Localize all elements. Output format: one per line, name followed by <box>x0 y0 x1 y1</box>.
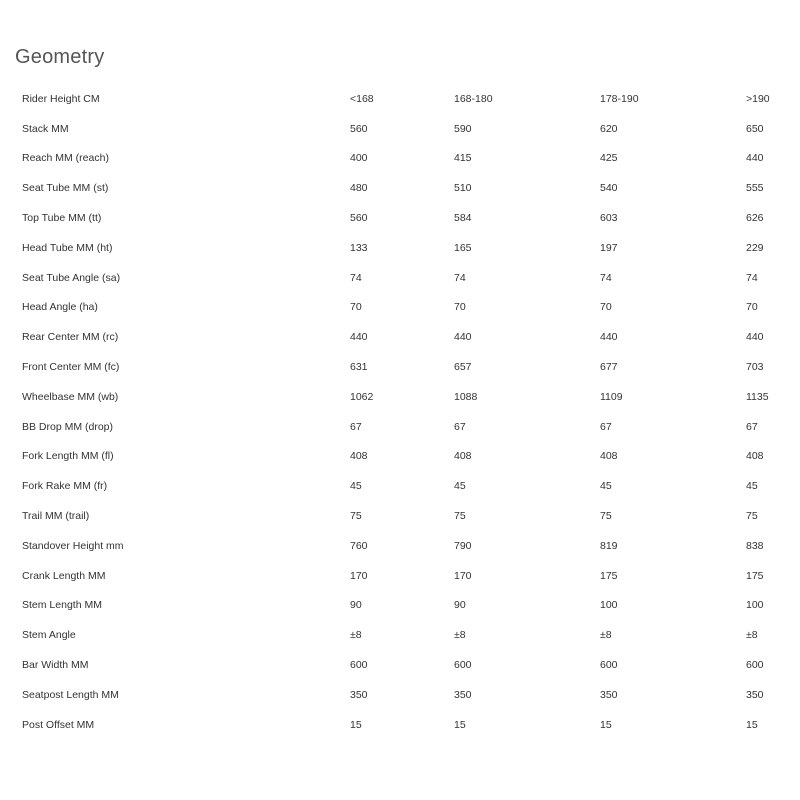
table-row <box>14 561 794 591</box>
table-cell: 74 <box>746 271 758 284</box>
table-cell: 408 <box>454 450 472 463</box>
table-cell: ±8 <box>746 629 758 642</box>
table-cell: 350 <box>454 688 472 701</box>
table-cell: 229 <box>746 241 764 254</box>
table-cell: 100 <box>746 599 764 612</box>
table-cell: 600 <box>350 659 368 672</box>
table-cell: 45 <box>746 480 758 493</box>
table-cell: 590 <box>454 122 472 135</box>
table-cell: 168-180 <box>454 92 493 105</box>
table-cell: 415 <box>454 152 472 165</box>
table-cell: 15 <box>454 718 466 731</box>
table-cell: 67 <box>454 420 466 433</box>
table-cell: 555 <box>746 182 764 195</box>
page-title: Geometry <box>15 46 105 68</box>
table-cell: 677 <box>600 361 618 374</box>
table-cell: 67 <box>600 420 612 433</box>
table-cell: 45 <box>350 480 362 493</box>
table-cell: 45 <box>454 480 466 493</box>
table-cell: 400 <box>350 152 368 165</box>
table-row <box>14 293 794 323</box>
row-label: Stem Length MM <box>22 599 102 612</box>
table-cell: 603 <box>600 212 618 225</box>
table-cell: 67 <box>350 420 362 433</box>
table-cell: 480 <box>350 182 368 195</box>
table-cell: 425 <box>600 152 618 165</box>
table-cell: 350 <box>600 688 618 701</box>
table-cell: 74 <box>600 271 612 284</box>
table-cell: 70 <box>746 301 758 314</box>
table-cell: 600 <box>746 659 764 672</box>
table-cell: 15 <box>350 718 362 731</box>
table-cell: 1135 <box>746 390 769 403</box>
table-cell: 600 <box>454 659 472 672</box>
table-row <box>14 84 794 114</box>
table-row <box>14 531 794 561</box>
table-cell: 620 <box>600 122 618 135</box>
row-label: Post Offset MM <box>22 718 95 731</box>
table-cell: 70 <box>454 301 466 314</box>
table-cell: 440 <box>350 331 368 344</box>
table-cell: ±8 <box>350 629 362 642</box>
row-label: Trail MM (trail) <box>22 510 90 523</box>
row-label: Rear Center MM (rc) <box>22 331 119 344</box>
table-cell: 540 <box>600 182 618 195</box>
table-row <box>14 620 794 650</box>
table-row <box>14 680 794 710</box>
table-row <box>14 322 794 352</box>
table-row <box>14 144 794 174</box>
geometry-table-body <box>14 84 794 740</box>
table-cell: 70 <box>600 301 612 314</box>
table-cell: 408 <box>746 450 764 463</box>
row-label: Head Tube MM (ht) <box>22 241 113 254</box>
table-cell: 75 <box>454 510 466 523</box>
row-label: Stack MM <box>22 122 69 135</box>
table-cell: >190 <box>746 92 770 105</box>
table-cell: 75 <box>600 510 612 523</box>
table-cell: 90 <box>350 599 362 612</box>
table-cell: 626 <box>746 212 764 225</box>
table-row <box>14 710 794 740</box>
table-cell: 790 <box>454 539 472 552</box>
table-cell: 133 <box>350 241 368 254</box>
table-row <box>14 203 794 233</box>
row-label: Seatpost Length MM <box>22 688 119 701</box>
table-cell: 70 <box>350 301 362 314</box>
table-cell: 170 <box>350 569 368 582</box>
table-row <box>14 233 794 263</box>
table-cell: 703 <box>746 361 764 374</box>
table-cell: 74 <box>454 271 466 284</box>
table-cell: 600 <box>600 659 618 672</box>
table-cell: 560 <box>350 122 368 135</box>
table-cell: 408 <box>600 450 618 463</box>
table-cell: ±8 <box>454 629 466 642</box>
table-cell: 440 <box>746 331 764 344</box>
row-label: Seat Tube Angle (sa) <box>22 271 121 284</box>
table-cell: 350 <box>350 688 368 701</box>
row-label: Stem Angle <box>22 629 76 642</box>
row-label: Crank Length MM <box>22 569 106 582</box>
table-cell: ±8 <box>600 629 612 642</box>
table-cell: 838 <box>746 539 764 552</box>
row-label: Fork Length MM (fl) <box>22 450 114 463</box>
row-label: Rider Height CM <box>22 92 100 105</box>
geometry-table <box>14 84 794 740</box>
row-label: Head Angle (ha) <box>22 301 98 314</box>
row-label: BB Drop MM (drop) <box>22 420 114 433</box>
table-cell: 74 <box>350 271 362 284</box>
table-row <box>14 114 794 144</box>
table-cell: 440 <box>600 331 618 344</box>
table-cell: 75 <box>746 510 758 523</box>
table-cell: 631 <box>350 361 368 374</box>
table-row <box>14 650 794 680</box>
table-cell: <168 <box>350 92 374 105</box>
table-cell: 650 <box>746 122 764 135</box>
table-row <box>14 471 794 501</box>
table-cell: 175 <box>600 569 618 582</box>
table-cell: 75 <box>350 510 362 523</box>
table-cell: 560 <box>350 212 368 225</box>
table-cell: 760 <box>350 539 368 552</box>
table-cell: 175 <box>746 569 764 582</box>
table-row <box>14 412 794 442</box>
row-label: Seat Tube MM (st) <box>22 182 109 195</box>
table-cell: 1062 <box>350 390 374 403</box>
row-label: Wheelbase MM (wb) <box>22 390 119 403</box>
table-row <box>14 263 794 293</box>
table-cell: 15 <box>746 718 758 731</box>
table-row <box>14 501 794 531</box>
table-cell: 197 <box>600 241 618 254</box>
table-cell: 178-190 <box>600 92 639 105</box>
table-row <box>14 382 794 412</box>
table-cell: 170 <box>454 569 472 582</box>
table-row <box>14 591 794 621</box>
table-cell: 657 <box>454 361 472 374</box>
table-cell: 100 <box>600 599 618 612</box>
table-cell: 440 <box>454 331 472 344</box>
table-cell: 45 <box>600 480 612 493</box>
table-cell: 440 <box>746 152 764 165</box>
table-cell: 67 <box>746 420 758 433</box>
table-cell: 165 <box>454 241 472 254</box>
table-cell: 408 <box>350 450 368 463</box>
table-cell: 584 <box>454 212 472 225</box>
table-row <box>14 352 794 382</box>
row-label: Standover Height mm <box>22 539 124 552</box>
table-cell: 15 <box>600 718 612 731</box>
table-cell: 819 <box>600 539 618 552</box>
table-cell: 1109 <box>600 390 623 403</box>
row-label: Front Center MM (fc) <box>22 361 120 374</box>
table-cell: 350 <box>746 688 764 701</box>
row-label: Fork Rake MM (fr) <box>22 480 108 493</box>
row-label: Top Tube MM (tt) <box>22 212 102 225</box>
row-label: Reach MM (reach) <box>22 152 109 165</box>
table-cell: 90 <box>454 599 466 612</box>
table-cell: 510 <box>454 182 472 195</box>
table-row <box>14 173 794 203</box>
table-cell: 1088 <box>454 390 478 403</box>
table-row <box>14 442 794 472</box>
row-label: Bar Width MM <box>22 659 89 672</box>
